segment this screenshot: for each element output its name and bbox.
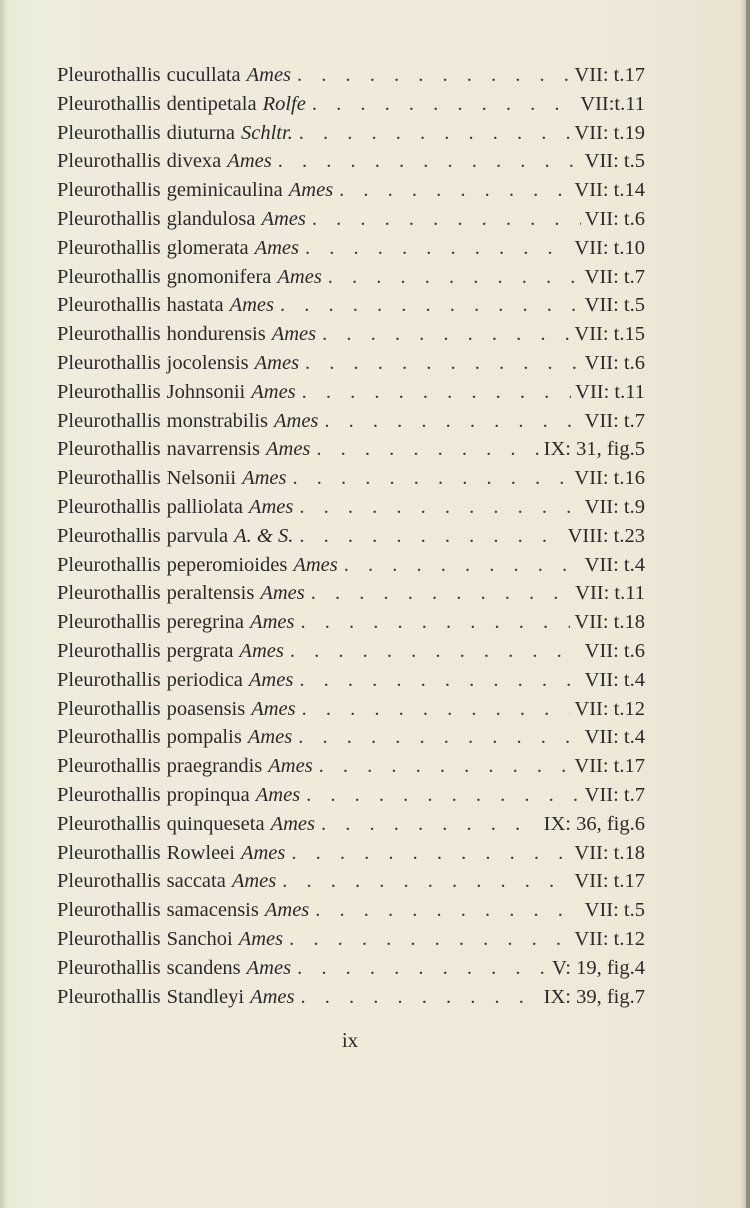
plate-reference: VII: t.19 <box>574 121 645 144</box>
plate-reference: VII: t.4 <box>584 668 645 691</box>
index-entry <box>57 928 645 957</box>
genus-name: Pleurothallis <box>57 495 161 518</box>
species-epithet: dentipetala <box>166 92 257 115</box>
index-entry <box>57 726 645 755</box>
dot-leader <box>272 150 581 173</box>
dot-leader <box>338 554 581 577</box>
author-name: Ames <box>277 265 322 288</box>
genus-name: Pleurothallis <box>57 207 161 230</box>
genus-name: Pleurothallis <box>57 121 161 144</box>
author-name: Ames <box>246 956 292 979</box>
species-epithet: divexa <box>166 150 222 173</box>
author-name: Ames <box>246 64 292 86</box>
author-name: Ames <box>293 553 338 576</box>
species-epithet: parvula <box>166 524 229 547</box>
dot-leader <box>285 842 570 865</box>
plate-reference: VII: t.6 <box>584 351 645 374</box>
dot-leader <box>306 93 576 116</box>
dot-leader <box>305 582 571 605</box>
species-epithet: navarrensis <box>166 438 260 461</box>
genus-name: Pleurothallis <box>57 841 161 864</box>
author-name: Rolfe <box>262 92 306 115</box>
dot-leader <box>318 410 580 433</box>
plate-reference: VII: t.17 <box>574 870 645 893</box>
plate-reference: VII: t.6 <box>584 639 645 662</box>
species-epithet: samacensis <box>166 899 259 922</box>
author-name: Ames <box>248 495 294 518</box>
index-entry <box>57 525 645 554</box>
genus-name: Pleurothallis <box>57 783 161 806</box>
species-epithet: Johnsonii <box>166 380 246 403</box>
species-epithet: peregrina <box>166 611 245 634</box>
index-entry <box>57 294 645 323</box>
author-name: Ames <box>266 438 311 461</box>
species-epithet: hastata <box>166 294 224 317</box>
plate-reference: VII: t.18 <box>574 841 645 864</box>
author-name: Ames <box>239 639 284 662</box>
species-epithet: periodica <box>166 668 243 691</box>
author-name: Ames <box>247 726 293 749</box>
dot-leader <box>306 208 581 231</box>
index-entry <box>57 410 645 439</box>
plate-reference: VII: t.11 <box>575 582 645 605</box>
genus-name: Pleurothallis <box>57 899 161 922</box>
index-entry <box>57 150 645 179</box>
plate-reference: V: 19, fig.4 <box>551 956 645 979</box>
author-name: Ames <box>254 351 300 374</box>
species-epithet: jocolensis <box>166 351 249 374</box>
genus-name: Pleurothallis <box>57 524 161 547</box>
genus-name: Pleurothallis <box>57 351 161 374</box>
page-left-edge <box>0 0 7 1208</box>
dot-leader <box>294 986 539 1009</box>
genus-name: Pleurothallis <box>57 611 161 634</box>
plate-reference: VII: t.7 <box>584 783 645 806</box>
species-epithet: propinqua <box>166 783 250 806</box>
species-epithet: geminicaulina <box>166 179 283 202</box>
species-epithet: gnomonifera <box>166 265 272 288</box>
dot-leader <box>293 669 580 692</box>
species-epithet: poasensis <box>166 697 246 720</box>
plate-reference: IX: 31, fig.5 <box>543 438 645 461</box>
dot-leader <box>322 266 581 289</box>
plate-reference: VII: t.4 <box>584 726 645 749</box>
genus-name: Pleurothallis <box>57 553 161 576</box>
species-epithet: cucullata <box>166 64 241 86</box>
index-entry <box>57 870 645 899</box>
genus-name: Pleurothallis <box>57 64 161 86</box>
plate-reference: VII: t.6 <box>584 207 645 230</box>
genus-name: Pleurothallis <box>57 179 161 202</box>
author-name: Ames <box>274 409 319 432</box>
index-entry <box>57 698 645 727</box>
index-entry <box>57 640 645 669</box>
index-entry <box>57 669 645 698</box>
author-name: Ames <box>271 323 317 346</box>
plate-reference: VII: t.17 <box>574 755 645 778</box>
index-entry <box>57 208 645 237</box>
index-entry <box>57 784 645 813</box>
plate-reference: IX: 39, fig.7 <box>543 985 645 1008</box>
plate-reference: VIII: t.23 <box>567 524 645 547</box>
species-epithet: pompalis <box>166 726 242 749</box>
genus-name: Pleurothallis <box>57 294 161 317</box>
index-entry <box>57 611 645 640</box>
dot-leader <box>291 64 570 87</box>
genus-name: Pleurothallis <box>57 467 161 490</box>
plate-reference: VII: t.11 <box>575 380 645 403</box>
dot-leader <box>310 438 539 461</box>
author-name: Ames <box>260 582 305 605</box>
index-entry <box>57 381 645 410</box>
author-name: Ames <box>261 207 306 230</box>
dot-leader <box>300 784 580 807</box>
dot-leader <box>284 640 581 663</box>
dot-leader <box>299 237 570 260</box>
species-epithet: hondurensis <box>166 323 266 346</box>
plate-reference: IX: 36, fig.6 <box>543 812 645 835</box>
genus-name: Pleurothallis <box>57 985 161 1008</box>
author-name: Ames <box>238 927 284 950</box>
genus-name: Pleurothallis <box>57 265 161 288</box>
author-name: Ames <box>240 841 286 864</box>
dot-leader <box>274 294 581 317</box>
dot-leader <box>315 813 540 836</box>
dot-leader <box>333 179 570 202</box>
genus-name: Pleurothallis <box>57 380 161 403</box>
dot-leader <box>316 323 570 346</box>
index-entry <box>57 266 645 295</box>
plate-reference: VII: t.12 <box>574 697 645 720</box>
genus-name: Pleurothallis <box>57 927 161 950</box>
author-name: Ames <box>251 380 296 403</box>
index-entry <box>57 899 645 928</box>
species-epithet: peraltensis <box>166 582 255 605</box>
genus-name: Pleurothallis <box>57 409 161 432</box>
plate-reference: VII: t.7 <box>584 409 645 432</box>
dot-leader <box>313 755 571 778</box>
species-epithet: quinqueseta <box>166 812 265 835</box>
dot-leader <box>296 698 571 721</box>
dot-leader <box>299 352 581 375</box>
author-name: Ames <box>231 870 277 893</box>
genus-name: Pleurothallis <box>57 812 161 835</box>
author-name: Ames <box>227 150 272 173</box>
plate-reference: VII: t.12 <box>574 927 645 950</box>
plate-reference: VII: t.10 <box>574 236 645 259</box>
plate-reference: VII: t.7 <box>584 265 645 288</box>
index-entry <box>57 496 645 525</box>
index-entry <box>57 755 645 784</box>
author-name: Ames <box>229 294 274 317</box>
author-name: Ames <box>268 755 313 778</box>
plate-reference: VII: t.5 <box>584 294 645 317</box>
index-entry <box>57 237 645 266</box>
species-epithet: glandulosa <box>166 207 256 230</box>
genus-name: Pleurothallis <box>57 323 161 346</box>
genus-name: Pleurothallis <box>57 726 161 749</box>
page-number: ix <box>341 1028 359 1052</box>
species-epithet: palliolata <box>166 495 243 518</box>
index-entry <box>57 179 645 208</box>
genus-name: Pleurothallis <box>57 438 161 461</box>
plate-reference: VII: t.17 <box>574 64 645 86</box>
genus-name: Pleurothallis <box>57 582 161 605</box>
dot-leader <box>287 467 571 490</box>
index-entry <box>57 957 645 986</box>
species-epithet: monstrabilis <box>166 409 268 432</box>
species-epithet: glomerata <box>166 236 249 259</box>
plate-reference: VII: t.9 <box>584 495 645 518</box>
index-entry <box>57 467 645 496</box>
plate-reference: VII: t.16 <box>574 467 645 490</box>
species-index-list <box>57 64 645 1014</box>
plate-reference: VII: t.4 <box>584 553 645 576</box>
index-entry <box>57 352 645 381</box>
dot-leader <box>276 870 570 893</box>
author-name: Ames <box>264 899 310 922</box>
author-name: Schltr. <box>240 121 293 144</box>
plate-reference: VII: t.15 <box>574 323 645 346</box>
author-name: Ames <box>288 179 334 202</box>
species-epithet: Sanchoi <box>166 927 233 950</box>
index-entry <box>57 842 645 871</box>
plate-reference: VII: t.5 <box>584 150 645 173</box>
index-entry <box>57 582 645 611</box>
author-name: Ames <box>250 985 295 1008</box>
dot-leader <box>283 928 570 951</box>
index-entry <box>57 813 645 842</box>
species-epithet: praegrandis <box>166 755 263 778</box>
author-name: Ames <box>251 697 296 720</box>
dot-leader <box>293 496 580 519</box>
dot-leader <box>294 611 570 634</box>
author-name: Ames <box>254 236 300 259</box>
index-entry <box>57 554 645 583</box>
species-epithet: pergrata <box>166 639 234 662</box>
author-name: Ames <box>242 467 287 490</box>
genus-name: Pleurothallis <box>57 639 161 662</box>
author-name: A. & S. <box>234 524 294 547</box>
author-name: Ames <box>270 812 315 835</box>
author-name: Ames <box>250 611 295 634</box>
dot-leader <box>291 957 548 980</box>
plate-reference: VII: t.14 <box>574 179 645 202</box>
genus-name: Pleurothallis <box>57 668 161 691</box>
index-entry <box>57 438 645 467</box>
species-epithet: saccata <box>166 870 226 893</box>
species-epithet: Rowleei <box>166 841 235 864</box>
genus-name: Pleurothallis <box>57 697 161 720</box>
index-entry <box>57 64 645 93</box>
species-epithet: scandens <box>166 956 241 979</box>
index-entry <box>57 122 645 151</box>
genus-name: Pleurothallis <box>57 755 161 778</box>
genus-name: Pleurothallis <box>57 150 161 173</box>
index-entry <box>57 323 645 352</box>
dot-leader <box>296 381 572 404</box>
index-entry <box>57 986 645 1015</box>
genus-name: Pleurothallis <box>57 870 161 893</box>
dot-leader <box>292 726 580 749</box>
species-epithet: Standleyi <box>166 985 245 1008</box>
page-right-edge <box>746 0 750 1208</box>
index-entry <box>57 93 645 122</box>
species-epithet: diuturna <box>166 121 235 144</box>
genus-name: Pleurothallis <box>57 956 161 979</box>
plate-reference: VII: t.5 <box>584 899 645 922</box>
plate-reference: VII:t.11 <box>580 92 645 115</box>
dot-leader <box>293 525 563 548</box>
author-name: Ames <box>255 783 301 806</box>
genus-name: Pleurothallis <box>57 236 161 259</box>
species-epithet: Nelsonii <box>166 467 237 490</box>
species-epithet: peperomioides <box>166 553 288 576</box>
author-name: Ames <box>248 668 294 691</box>
plate-reference: VII: t.18 <box>574 611 645 634</box>
dot-leader <box>309 899 580 922</box>
dot-leader <box>293 122 571 145</box>
genus-name: Pleurothallis <box>57 92 161 115</box>
